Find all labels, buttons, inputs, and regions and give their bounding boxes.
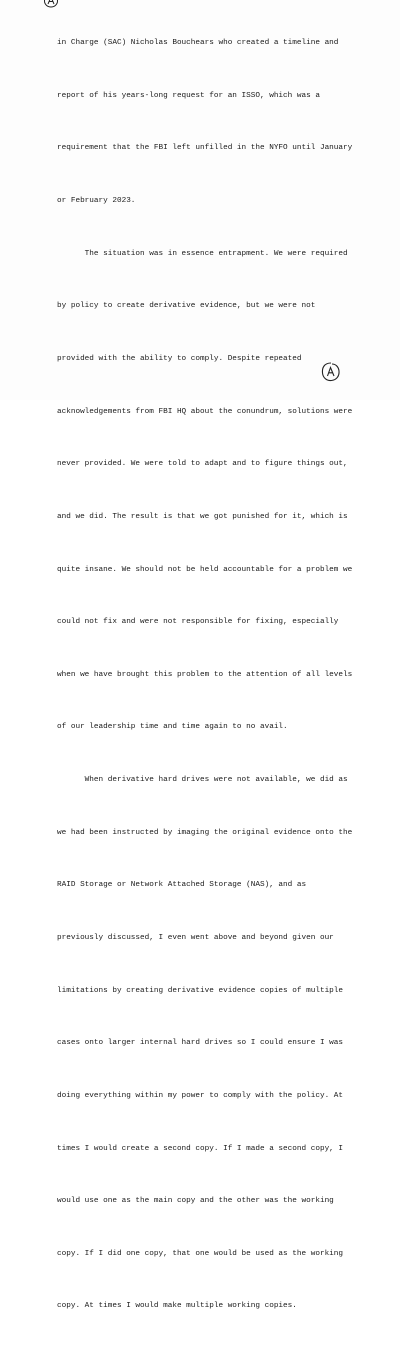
text-line: when we have brought this problem to the attention of all levels [57, 670, 353, 679]
text-line: of our leadership time and time again to no avail. [57, 723, 288, 732]
text-line: we had been instructed by imaging the original evidence onto the [57, 828, 353, 837]
document-body [57, 0, 393, 1351]
text-line: cases onto larger internal hard drives so I could ensure I was [57, 1039, 344, 1048]
text-line: quite insane. We should not be held accountable for a problem we [57, 565, 353, 574]
text-line: acknowledgements from FBI HQ about the conundrum, solutions were [57, 407, 353, 416]
paragraph-start-line: The situation was in essence entrapment. We were required [57, 249, 348, 258]
text-line: by policy to create derivative evidence, but we were not [57, 302, 316, 311]
text-line: in Charge (SAC) Nicholas Bouchears who created a timeline and [57, 39, 339, 48]
text-line: doing everything within my power to comply with the policy. At [57, 1091, 344, 1100]
text-line: limitations by creating derivative evidence copies of multiple [57, 986, 344, 995]
text-line: report of his years-long request for an ISSO, which was a [57, 91, 320, 100]
text-line: and we did. The result is that we got punished for it, which is [57, 512, 348, 521]
text-line: never provided. We were told to adapt and to figure things out, [57, 460, 348, 469]
text-line: would use one as the main copy and the other was the working [57, 1197, 334, 1206]
text-line: copy. At times I would make multiple working copies. [57, 1302, 297, 1311]
text-line: copy. If I did one copy, that one would be used as the working [57, 1249, 344, 1258]
text-line: could not fix and were not responsible for fixing, especially [57, 618, 339, 627]
handwritten-circled-mark-bottom [320, 361, 342, 383]
text-line: RAID Storage or Network Attached Storage (NAS), and as [57, 881, 307, 890]
text-line: requirement that the FBI left unfilled in the NYFO until January [57, 144, 353, 153]
text-line: previously discussed, I even went above and beyond given our [57, 933, 334, 942]
paragraph-start-line: When derivative hard drives were not available, we did as [57, 776, 348, 785]
text-line: provided with the ability to comply. Despite repeated [57, 354, 302, 363]
text-line: or February 2023. [57, 197, 136, 206]
text-line: times I would create a second copy. If I made a second copy, I [57, 1144, 344, 1153]
